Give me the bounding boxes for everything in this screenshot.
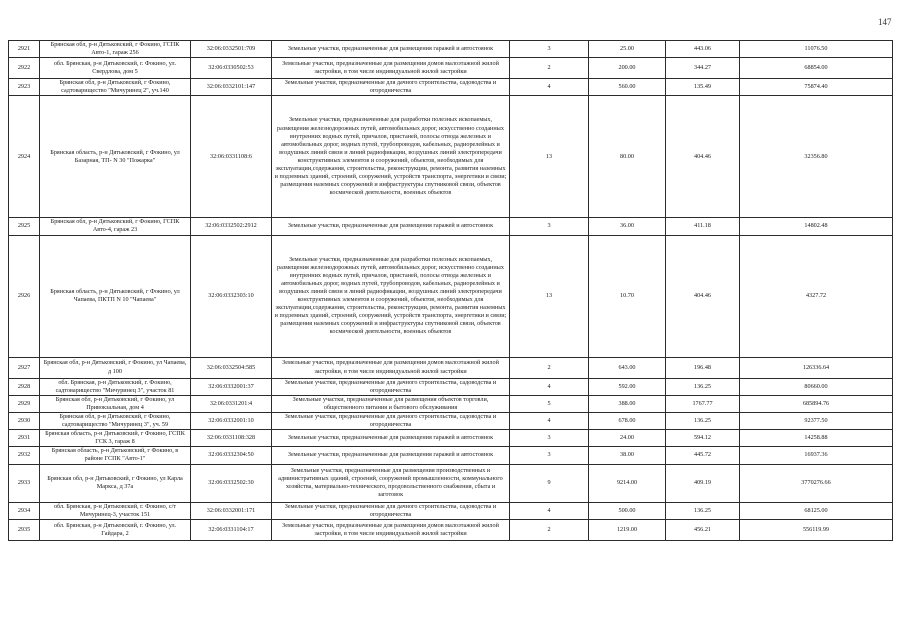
cadastral-number-cell: 32:06:0331108:328 [191, 430, 272, 447]
address-cell: Брянская обл, р-н Дятьковский, г Фокино, ГСПК Авто-1, гараж 256 [40, 41, 191, 58]
cadastral-value-cell: 126336.64 [740, 357, 893, 378]
land-purpose-cell: Земельные участки, предназначенные для размещения домов малоэтажной жилой застройки, в том числе индивидуальной жилой застройки [272, 357, 510, 378]
table-row [9, 464, 893, 502]
cadastral-value-table [8, 40, 893, 541]
area-cell: 560.00 [589, 79, 666, 96]
cadastral-number-cell: 32:06:0332304:50 [191, 447, 272, 464]
group-code-cell: 9 [510, 464, 589, 502]
cadastral-number-cell: 32:06:0332501:709 [191, 41, 272, 58]
row-number: 2932 [9, 447, 40, 464]
land-purpose-cell: Земельные участки, предназначенные для размещения гаражей и автостоянок [272, 41, 510, 58]
cadastral-value-cell: 14258.88 [740, 430, 893, 447]
area-cell: 678.00 [589, 412, 666, 429]
table-row [9, 96, 893, 218]
group-code-cell: 3 [510, 218, 589, 235]
table-row [9, 41, 893, 58]
row-number: 2922 [9, 58, 40, 79]
specific-value-cell: 409.19 [666, 464, 740, 502]
cadastral-value-cell: 32356.80 [740, 96, 893, 218]
cadastral-value-cell: 16937.36 [740, 447, 893, 464]
group-code-cell: 3 [510, 447, 589, 464]
group-code-cell: 2 [510, 58, 589, 79]
cadastral-value-cell: 11076.50 [740, 41, 893, 58]
cadastral-value-cell: 68854.00 [740, 58, 893, 79]
specific-value-cell: 404.46 [666, 235, 740, 357]
cadastral-value-cell: 75874.40 [740, 79, 893, 96]
table-row [9, 58, 893, 79]
area-cell: 388.00 [589, 395, 666, 412]
row-number: 2921 [9, 41, 40, 58]
row-number: 2925 [9, 218, 40, 235]
table-row [9, 218, 893, 235]
area-cell: 500.00 [589, 502, 666, 519]
cadastral-value-cell: 92377.50 [740, 412, 893, 429]
row-number: 2928 [9, 378, 40, 395]
cadastral-number-cell: 32:06:0332303:10 [191, 235, 272, 357]
row-number: 2930 [9, 412, 40, 429]
address-cell: Брянская обл, р-н Дятьковский, г Фокино, ул Карла Маркса, д 37а [40, 464, 191, 502]
table-row [9, 430, 893, 447]
land-purpose-cell: Земельные участки, предназначенные для размещения гаражей и автостоянок [272, 430, 510, 447]
cadastral-value-cell: 68125.00 [740, 502, 893, 519]
land-purpose-cell: Земельные участки, предназначенные для размещения объектов торговли, общественного питания и бытового обслуживания [272, 395, 510, 412]
cadastral-number-cell: 32:06:0332001:10 [191, 412, 272, 429]
specific-value-cell: 136.25 [666, 412, 740, 429]
specific-value-cell: 456.21 [666, 519, 740, 540]
address-cell: обл. Брянская, р-н Дятьковский, г. Фокино, ул. Свердлова, дом 5 [40, 58, 191, 79]
group-code-cell: 2 [510, 519, 589, 540]
group-code-cell: 4 [510, 502, 589, 519]
area-cell: 9214.00 [589, 464, 666, 502]
row-number: 2926 [9, 235, 40, 357]
row-number: 2924 [9, 96, 40, 218]
table-row [9, 378, 893, 395]
table-row [9, 357, 893, 378]
specific-value-cell: 196.48 [666, 357, 740, 378]
area-cell: 36.00 [589, 218, 666, 235]
land-purpose-cell: Земельные участки, предназначенные для размещения домов малоэтажной жилой застройки, в том числе индивидуальной жилой застройки [272, 519, 510, 540]
cadastral-number-cell: 32:06:0330502:53 [191, 58, 272, 79]
page-number: 147 [878, 17, 892, 27]
table-row [9, 395, 893, 412]
row-number: 2935 [9, 519, 40, 540]
group-code-cell: 4 [510, 378, 589, 395]
cadastral-value-cell: 3770276.66 [740, 464, 893, 502]
cadastral-value-cell: 685894.76 [740, 395, 893, 412]
area-cell: 643.00 [589, 357, 666, 378]
specific-value-cell: 344.27 [666, 58, 740, 79]
land-purpose-cell: Земельные участки, предназначенные для дачного строительства, садоводства и огородничества [272, 378, 510, 395]
land-purpose-cell: Земельные участки, предназначенные для размещения гаражей и автостоянок [272, 218, 510, 235]
cadastral-number-cell: 32:06:0331104:17 [191, 519, 272, 540]
table-row [9, 412, 893, 429]
address-cell: Брянская область, р-н Дятьковский, г Фокино, в районе ГСПК "Авто-1" [40, 447, 191, 464]
land-purpose-cell: Земельные участки, предназначенные для дачного строительства, садоводства и огородничества [272, 79, 510, 96]
cadastral-number-cell: 32:06:0332101:147 [191, 79, 272, 96]
address-cell: Брянская область, р-н Дятьковский, г Фокино, ГСПК ГСК 3, гараж 8 [40, 430, 191, 447]
cadastral-value-cell: 4327.72 [740, 235, 893, 357]
land-purpose-cell: Земельные участки, предназначенные для размещения гаражей и автостоянок [272, 447, 510, 464]
address-cell: Брянская обл, р-н Дятьковский, г Фокино, ГСПК Авто-4, гараж 23 [40, 218, 191, 235]
address-cell: Брянская обл, р-н Дятьковский, г Фокино, садтоварищество "Мичуринец 3", уч. 59 [40, 412, 191, 429]
specific-value-cell: 136.25 [666, 502, 740, 519]
specific-value-cell: 404.46 [666, 96, 740, 218]
row-number: 2933 [9, 464, 40, 502]
row-number: 2923 [9, 79, 40, 96]
address-cell: Брянская область, р-н Дятьковский, г Фокино, ул Базарная, ТП- N 30 "Пожарка" [40, 96, 191, 218]
specific-value-cell: 411.18 [666, 218, 740, 235]
group-code-cell: 4 [510, 79, 589, 96]
area-cell: 80.00 [589, 96, 666, 218]
area-cell: 592.00 [589, 378, 666, 395]
land-purpose-cell: Земельные участки, предназначенные для размещения домов малоэтажной жилой застройки, в том числе индивидуальной жилой застройки [272, 58, 510, 79]
cadastral-value-cell: 556119.99 [740, 519, 893, 540]
cadastral-value-cell: 14802.48 [740, 218, 893, 235]
specific-value-cell: 136.25 [666, 378, 740, 395]
table-row [9, 447, 893, 464]
area-cell: 10.70 [589, 235, 666, 357]
address-cell: Брянская обл, р-н Дятьковский, г Фокино, ул Привокзальная, дом 4 [40, 395, 191, 412]
cadastral-number-cell: 32:06:0332001:37 [191, 378, 272, 395]
row-number: 2927 [9, 357, 40, 378]
group-code-cell: 4 [510, 412, 589, 429]
table-row [9, 502, 893, 519]
table-row [9, 235, 893, 357]
specific-value-cell: 1767.77 [666, 395, 740, 412]
land-purpose-cell: Земельные участки, предназначенные для разработки полезных ископаемых, размещения железнодорожных путей, автомобильных дорог, искусственно созданных внутренних водных путей, причалов, пристаней, полосы отвода железных и автомобильных дорог, водных путей, трубопроводов, кабельных, радиорелейных и воздушных линий связи и линий радиофикации, воздушных линий электропередачи конструктивных элементов и сооружений, объектов, необходимых для эксплуатации,содержания, строительства, реконструкции, ремонта, развития наземных и подземных зданий, строений, сооружений, устройств транспорта, энергетики и связи; размещения наземных сооружений и инфраструктуры спутниковой связи, объектов космической деятельности, военных объектов [272, 96, 510, 218]
address-cell: обл. Брянская, р-н Дятьковский, г. Фокино, садтоварищество "Мичуринец 3", участок 81 [40, 378, 191, 395]
area-cell: 24.00 [589, 430, 666, 447]
address-cell: Брянская обл, р-н Дятьковский, г Фокино, ул Чапаева, д 100 [40, 357, 191, 378]
area-cell: 25.00 [589, 41, 666, 58]
specific-value-cell: 594.12 [666, 430, 740, 447]
cadastral-number-cell: 32:06:0331108:6 [191, 96, 272, 218]
address-cell: обл. Брянская, р-н Дятьковский, г. Фокино, ул. Гайдара, 2 [40, 519, 191, 540]
group-code-cell: 5 [510, 395, 589, 412]
address-cell: Брянская обл, р-н Дятьковский, г Фокино, садтоварищество "Мичуринец 2", уч.140 [40, 79, 191, 96]
land-purpose-cell: Земельные участки, предназначенные для разработки полезных ископаемых, размещения железнодорожных путей, автомобильных дорог, искусственно созданных внутренних водных путей, причалов, пристаней, полосы отвода железных и автомобильных дорог, водных путей, трубопроводов, кабельных, радиорелейных и воздушных линий связи и линий радиофикации, воздушных линий электропередачи конструктивных элементов и сооружений, объектов, необходимых для эксплуатации,содержания, строительства, реконструкции, ремонта, развития наземных и подземных зданий, строений, сооружений, устройств транспорта, энергетики и связи; размещения наземных сооружений и инфраструктуры спутниковой связи, объектов космической деятельности, военных объектов [272, 235, 510, 357]
area-cell: 38.00 [589, 447, 666, 464]
row-number: 2934 [9, 502, 40, 519]
row-number: 2929 [9, 395, 40, 412]
group-code-cell: 13 [510, 235, 589, 357]
land-purpose-cell: Земельные участки, предназначенные для дачного строительства, садоводства и огородничества [272, 502, 510, 519]
specific-value-cell: 443.06 [666, 41, 740, 58]
area-cell: 1219.00 [589, 519, 666, 540]
cadastral-number-cell: 32:06:0331201:4 [191, 395, 272, 412]
group-code-cell: 13 [510, 96, 589, 218]
land-purpose-cell: Земельные участки, предназначенные для размещения производственных и административных зданий, строений, сооружений промышленности, коммунального хозяйства, материально-технического, продовольственного снабжения, сбыта и заготовок [272, 464, 510, 502]
address-cell: Брянская область, р-н Дятьковский, г Фокино, ул Чапаева, ПКТП N 10 "Чапаева" [40, 235, 191, 357]
group-code-cell: 3 [510, 430, 589, 447]
table-row [9, 79, 893, 96]
cadastral-number-cell: 32:06:0332504:585 [191, 357, 272, 378]
table-row [9, 519, 893, 540]
address-cell: обл. Брянская, р-н Дятьковский, г. Фокино, с/т Мичуринец-3, участок 151 [40, 502, 191, 519]
land-purpose-cell: Земельные участки, предназначенные для дачного строительства, садоводства и огородничества [272, 412, 510, 429]
cadastral-number-cell: 32:06:0332502:30 [191, 464, 272, 502]
specific-value-cell: 135.49 [666, 79, 740, 96]
cadastral-value-cell: 80660.00 [740, 378, 893, 395]
group-code-cell: 2 [510, 357, 589, 378]
area-cell: 200.00 [589, 58, 666, 79]
group-code-cell: 3 [510, 41, 589, 58]
cadastral-number-cell: 32:06:0332001:171 [191, 502, 272, 519]
specific-value-cell: 445.72 [666, 447, 740, 464]
row-number: 2931 [9, 430, 40, 447]
cadastral-number-cell: 32:06:0332502:2912 [191, 218, 272, 235]
